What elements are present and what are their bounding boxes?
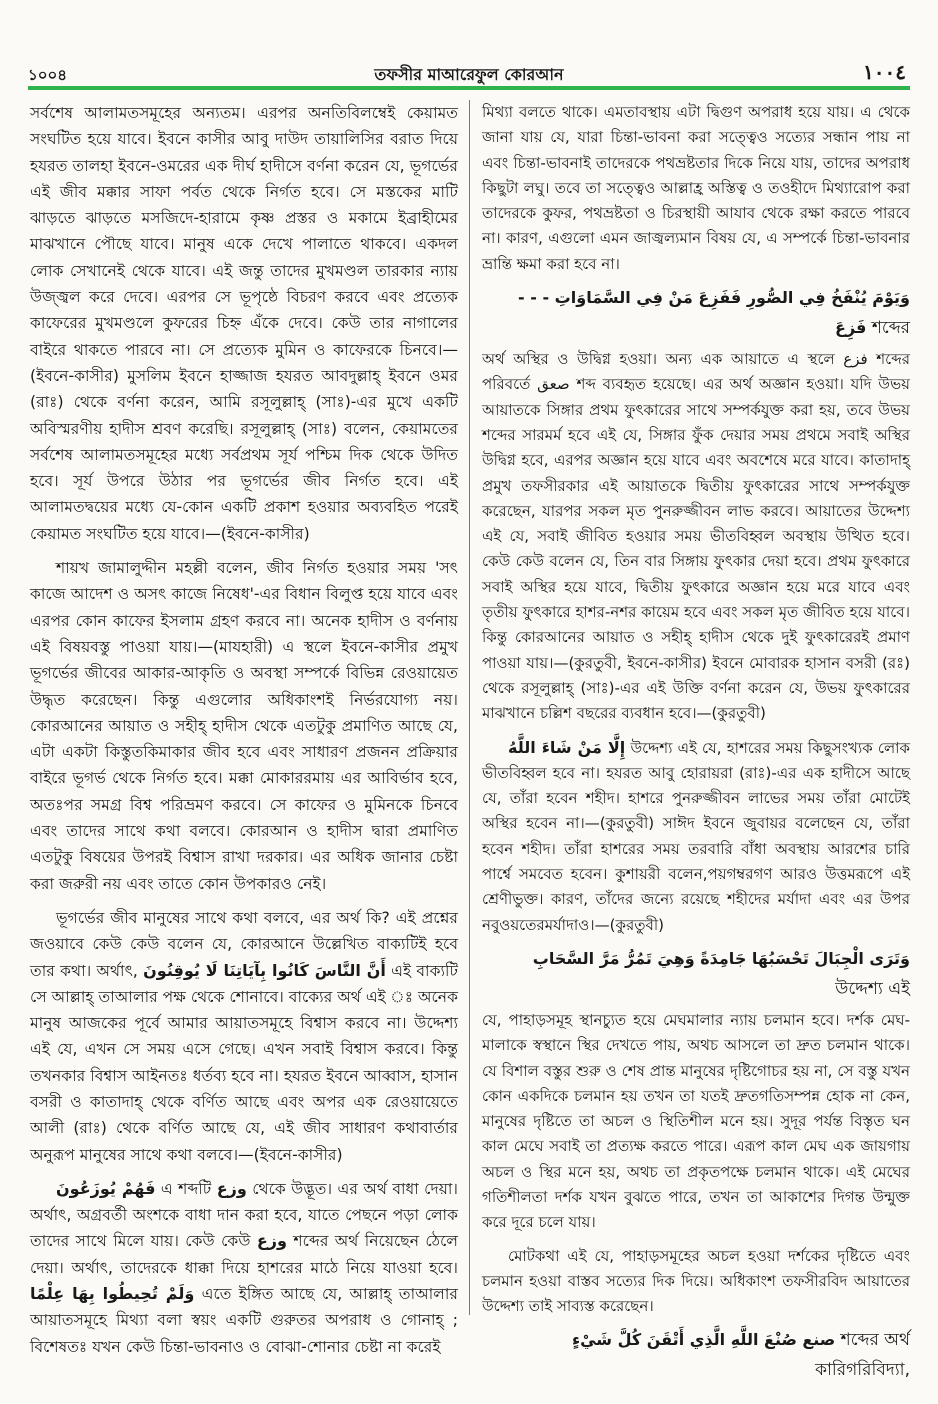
column-divider: [469, 100, 470, 1315]
ayah-text: صُنْعَ اللَّهِ الَّذِي أَتْقَنَ كُلَّ شَيْءٍ: [571, 1330, 797, 1350]
right-paragraph-3-text: উদ্দেশ্য এই যে, হাশরের সময় কিছুসংখ্যক লোক ভীতবিহ্বল হবে না। হযরত আবু হোরায়রা (রাঃ)-এর এক হাদীসে আছে যে, তাঁরা হবেন শহীদ। হাশরে পুনরুজ্জীবন লাভের সময় তাঁরা মোটেই অস্থির হবেন না।—(কুরতুবী) সাঈদ ইবনে জুবায়র বলেছেন যে, তাঁরা হবেন শহীদ। তাঁরা হাশরের সময় তরবারি বাঁধা অবস্থায় আরশের চারি পার্শ্বে সমবেত হবেন। কুশায়রী বলেন,পয়গম্বরগণ আরও উত্তমরূপে এই শ্রেণীভুক্ত। কারণ, তাঁদের জন্যে রয়েছে শহীদের মর্যাদা এবং এর উপর নবুওয়তেরমর্যাদাও।—(কুরতুবী): [482, 738, 910, 934]
ayah-suffix: শব্দের অর্থ কারিগরিবিদ্যা,: [815, 1330, 910, 1381]
page-title: তফসীর মাআরেফুল কোরআন: [374, 65, 564, 84]
left-paragraph-4-text-c: শব্দের অর্থ নিয়েছেন ঠেলে দেয়া। অর্থাৎ, তাদেরকে ধাক্কা দিয়ে হাশরের মাঠে নিয়ে যাওয়া হবে।: [30, 1232, 458, 1277]
left-column: [30, 100, 458, 1360]
header-rule: [28, 86, 910, 90]
ayah-word: صنع: [802, 1330, 836, 1350]
ayah-suffix: উদ্দেশ্য এই: [835, 978, 910, 999]
ayah-text: وَيَوْمَ يُنْفَخُ فِي الصُّورِ فَفَزِعَ مَنْ فِي السَّمَاوَاتِ - - -: [518, 288, 910, 308]
right-paragraph-2: অর্থ অস্থির ও উদ্বিগ্ন হওয়া। অন্য এক আয়াতে এ স্থলে فزع শব্দের পরিবর্তে صعق শব্দ ব্যবহৃত হয়েছে। এর অর্থ অজ্ঞান হওয়া। যদি উভয় আয়াতকে সিঙ্গার প্রথম ফুৎকারের সাথে সম্পর্কযুক্ত করা হয়, তবে উভয় শব্দের সারমর্ম হবে এই যে, সিঙ্গার ফুঁক দেয়ার সময় প্রথমে সবাই অস্থির উদ্বিগ্ন হবে, এরপর অজ্ঞান হয়ে যাবে এবং অবশেষে মরে যাবে। কাতাদাহ্ প্রমুখ তফসীরকার এই আয়াতকে দ্বিতীয় ফুৎকারের সাথে সম্পর্কযুক্ত করেছেন, যারপর সকল মৃত পুনরুজ্জীবন লাভ করবে। আয়াতের উদ্দেশ্য এই যে, সবাই জীবিত হওয়ার সময় ভীতবিহ্বল অবস্থায় উত্থিত হবে। কেউ কেউ বলেন যে, তিন বার সিঙ্গায় ফুৎকার দেয়া হবে। প্রথম ফুৎকারে সবাই অস্থির হয়ে যাবে, দ্বিতীয় ফুৎকারে অজ্ঞান হয়ে মরে যাবে এবং তৃতীয় ফুৎকারে হাশর-নশর কায়েম হবে এবং সকল মৃত জীবিত হয়ে যাবে। কিন্তু কোরআনের আয়াত ও সহীহ্ হাদীস থেকে দুই ফুৎকারেরই প্রমাণ পাওয়া যায়।—(কুরতুবী, ইবনে-কাসীর) ইবনে মোবারক হাসান বসরী (রঃ) থেকে রসূলুল্লাহ্ (সাঃ)-এর এই উক্তি বর্ণনা করেন যে, উভয় ফুৎকারের মাঝখানে চল্লিশ বছরের ব্যবধান হবে।—(কুরতুবী): [482, 350, 910, 723]
page-number-left: ১০০৪: [28, 66, 67, 84]
ayah-word: فَزِعَ: [835, 318, 867, 338]
right-column: [482, 100, 910, 1389]
ayah-line-1: [482, 283, 910, 343]
ayah-text: وَتَرَى الْجِبَالَ تَحْسَبُهَا جَامِدَةً وَهِيَ تَمُرُّ مَرَّ السَّحَابِ: [532, 948, 910, 968]
left-paragraph-3: [30, 905, 458, 1168]
arabic-word: وزع: [216, 1178, 247, 1198]
arabic-quote: وَلَمْ تُحِيطُوا بِهَا عِلْمًا: [30, 1284, 195, 1304]
right-paragraph-5: মোটকথা এই যে, পাহাড়সমূহের অচল হওয়া দর্শকের দৃষ্টিতে এবং চলমান হওয়া বাস্তব সত্যের দিক দিয়ে। অধিকাংশ তফসীরবিদ আয়াতের উদ্দেশ্য তাই সাব্যস্ত করেছেন।: [482, 1246, 910, 1316]
arabic-word: وزع: [256, 1231, 287, 1251]
ayah-text: إِلَّا مَنْ شَاءَ اللَّهُ: [508, 737, 626, 757]
left-paragraph-4-text-b: থেকে উদ্ভূত। এর অর্থ বাধা দেয়া। অর্থাৎ, অগ্রবর্তী অংশকে বাধা দান করা হবে, যাতে পেছনে পড়া লোক তাদের সাথে মিলে যায়। কেউ কেউ: [30, 1179, 458, 1251]
ayah-suffix: শব্দের: [871, 318, 910, 339]
right-paragraph-1: মিথ্যা বলতে থাকে। এমতাবস্থায় এটা দ্বিগুণ অপরাধ হয়ে যায়। এ থেকে জানা যায় যে, যারা চিন্তা-ভাবনা করা সত্ত্বেও সত্যের সন্ধান পায় না এবং চিন্তা-ভাবনাই তাদেরকে পথভ্রষ্টতার দিকে নিয়ে যায়, তাদের অপরাধ কিছুটা লঘু। তবে তা সত্ত্বেও আল্লাহ্র অস্তিত্ব ও তওহীদে মিথ্যারোপ করা তাদেরকে কুফর, পথভ্রষ্টতা ও চিরস্থায়ী আযাব থেকে রক্ষা করতে পারবে না। কারণ, এগুলো এমন জাজ্বল্যমান বিষয় যে, এ সম্পর্কে চিন্তা-ভাবনার ভ্রান্তি ক্ষমা করা হবে না।: [482, 103, 910, 273]
left-paragraph-4-text-a: এ শব্দটি: [160, 1179, 212, 1198]
left-paragraph-3-text-a: ভূগর্ভের জীব মানুষের সাথে কথা বলবে, এর অর্থ কি? এই প্রশ্নের জওয়াবে কেউ কেউ বলেন যে, কোরআনে উল্লেখিত বাক্যটিই হবে তার কথা। অর্থাৎ,: [30, 908, 458, 980]
left-paragraph-3-text-b: এই বাক্যটি সে আল্লাহ্ তাআলার পক্ষ থেকে শোনাবে। বাক্যের অর্থ এই ঃ অনেক মানুষ আজকের পূর্বে আমার আয়াতসমূহে বিশ্বাস করবে না। উদ্দেশ্য এই যে, এখন সে সময় এসে গেছে। এখন সবাই বিশ্বাস করবে। কিন্তু তখনকার বিশ্বাস আইনতঃ ধর্তব্য হবে না। হযরত ইবনে আব্বাস, হাসান বসরী ও কাতাদাহ্ থেকে বর্ণিত আছে এবং অপর এক রেওয়ায়েতে আলী (রাঃ) থেকে বর্ণিত আছে যে, এই জীব সাধারণ কথাবার্তার অনুরূপ মানুষের সাথে কথা বলবে।—(ইবনে-কাসীর): [30, 961, 458, 1164]
ayah-line-3: [482, 1325, 910, 1385]
right-paragraph-3: [482, 735, 910, 938]
right-paragraph-4: যে, পাহাড়সমূহ স্থানচ্যুত হয়ে মেঘমালার ন্যায় চলমান হবে। দর্শক মেঘ-মালাকে স্বস্থানে স্থির দেখতে পায়, অথচ আসলে তা দ্রুত চলমান থাকে। যে বিশাল বস্তুর শুরু ও শেষ প্রান্ত মানুষের দৃষ্টিগোচর হয় না, সে বস্তু যখন কোন একদিকে চলমান হয় তখন তা যতই দ্রুতগতিসম্পন্ন হোক না কেন, মানুষের দৃষ্টিতে তা অচল ও স্থিতিশীল মনে হয়। সুদূর পর্যন্ত বিস্তৃত ঘন কাল মেঘে সবাই তা প্রত্যক্ষ করতে পারে। এরূপ কাল মেঘ এক জায়গায় অচল ও স্থির মনে হয়, অথচ তা প্রকৃতপক্ষে চলমান থাকে। এই মেঘের গতিশীলতা দর্শক যখন বুঝতে পারে, তখন তা আকাশের দিগন্ত উন্মুক্ত করে দূরে চলে যায়।: [482, 1010, 910, 1232]
ayah-line-2: [482, 944, 910, 1004]
left-paragraph-4-text-d: এতে ইঙ্গিত আছে যে, আল্লাহ্ তাআলার আয়াতসমূহে মিথ্যা বলা স্বয়ং একটি গুরুতর অপরাধ ও গোনাহ্ ; বিশেষতঃ যখন কেউ চিন্তা-ভাবনাও ও বোঝা-শোনার চেষ্টা না করেই: [30, 1285, 459, 1356]
arabic-quote: فَهُمْ يُوزَعُونَ: [56, 1178, 156, 1198]
arabic-quote: أَنَّ النَّاسَ كَانُوا بِآيَاتِنَا لَا يُوقِنُونَ: [143, 960, 386, 980]
left-paragraph-1: সর্বশেষ আলামতসমূহের অন্যতম। এরপর অনতিবিলম্বেই কেয়ামত সংঘটিত হয়ে যাবে। ইবনে কাসীর আবু দাউদ তায়ালিসির বরাত দিয়ে হযরত তালহা ইবনে-ওমরের এক দীর্ঘ হাদীসে বর্ণনা করেন যে, ভূগর্ভের এই জীব মক্কার সাফা পর্বত থেকে নির্গত হবে। সে মস্তকের মাটি ঝাড়তে ঝাড়তে মসজিদে-হারামে কৃষ্ণ প্রস্তর ও মকামে ইব্রাহীমের মাঝখানে পৌছে যাবে। মানুষ একে দেখে পালাতে থাকবে। একদল লোক সেখানেই থেকে যাবে। এই জন্তু তাদের মুখমণ্ডল তারকার ন্যায় উজ্জ্বল করে দেবে। এরপর সে ভূপৃষ্ঠে বিচরণ করবে এবং প্রত্যেক কাফেরের মুখমণ্ডলে কুফরের চিহ্ন এঁকে দেবে। কেউ তার নাগালের বাইরে থাকতে পারবে না। সে প্রত্যেক মুমিন ও কাফেরকে চিনবে।—(ইবনে-কাসীর) মুসলিম ইবনে হাজ্জাজ হযরত আবদুল্লাহ্ ইবনে ওমর (রাঃ) থেকে বর্ণনা করেন, আমি রসূলুল্লাহ্ (সাঃ)-এর মুখে একটি অবিস্মরণীয় হাদীস শ্রবণ করেছি। রসূলুল্লাহ্ (সাঃ) বলেন, কেয়ামতের সর্বশেষ আলামতসমূহের মধ্যে সর্বপ্রথম সূর্য পশ্চিম দিক থেকে উদিত হবে। সূর্য উপরে উঠার পর ভূগর্ভের জীব নির্গত হবে। এই আলামতদ্বয়ের মধ্যে যে-কোন একটি প্রকাশ হওয়ার অব্যবহিত পরেই কেয়ামত সংঘটিত হয়ে যাবে।—(ইবনে-কাসীর): [30, 104, 458, 543]
page-number-right: ١٠٠٤: [863, 60, 906, 84]
page-header: [28, 58, 910, 92]
left-paragraph-2: শায়খ জামালুদ্দীন মহল্লী বলেন, জীব নির্গত হওয়ার সময় 'সৎ কাজে আদেশ ও অসৎ কাজে নিষেধ'-এর বিধান বিলুপ্ত হয়ে যাবে এবং এরপর কোন কাফের ইসলাম গ্রহণ করবে না। অনেক হাদীস ও বর্ণনায় এই বিষয়বস্তু পাওয়া যায়।—(মাযহারী) এ স্থলে ইবনে-কাসীর প্রমুখ ভূগর্ভের জীবের আকার-আকৃতি ও অবস্থা সম্পর্কে বিভিন্ন রেওয়ায়েত উদ্ধৃত করেছেন। কিন্তু এগুলোর অধিকাংশই নির্ভরযোগ্য নয়। কোরআনের আয়াত ও সহীহ্ হাদীস থেকে এতটুকু প্রমাণিত আছে যে, এটা একটা কিস্তুতকিমাকার জীব হবে এবং সাধারণ প্রজনন প্রক্রিয়ার বাইরে ভূগর্ভ থেকে নির্গত হবে। মক্কা মোকাররমায় এর আবির্ভাব হবে, অতঃপর সমগ্র বিশ্ব পরিভ্রমণ করবে। সে কাফের ও মুমিনকে চিনবে এবং তাদের সাথে কথা বলবে। কোরআন ও হাদীস দ্বারা প্রমাণিত এতটুকু বিষয়ের উপরই বিশ্বাস রাখা দরকার। এর অধিক জানার চেষ্টা করা জরুরী নয় এবং তাতে কোন উপকারও নেই।: [30, 559, 458, 893]
left-paragraph-4: [30, 1176, 458, 1360]
